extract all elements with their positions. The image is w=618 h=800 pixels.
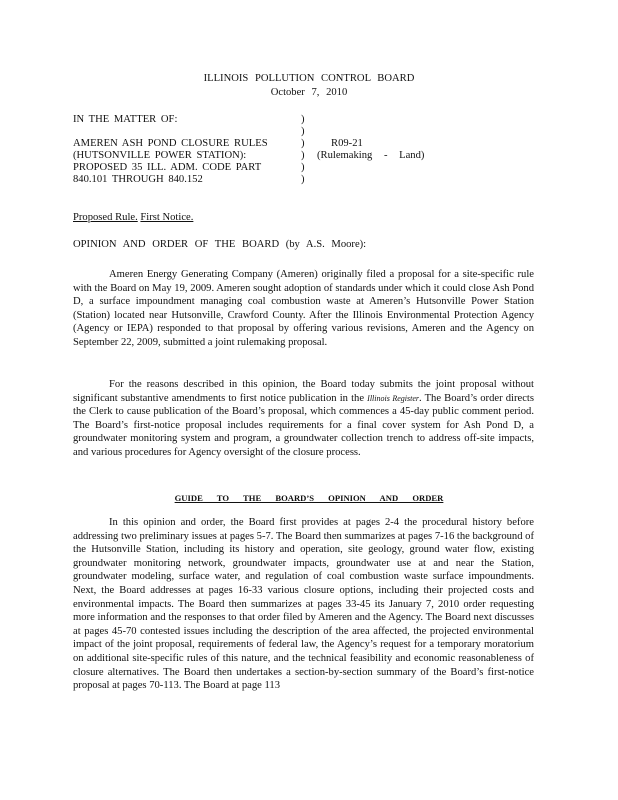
caption-row [73, 125, 543, 137]
caption-left: AMEREN ASH POND CLOSURE RULES [73, 138, 268, 149]
caption-row [73, 161, 543, 173]
opinion-heading: OPINION AND ORDER OF THE BOARD (by A.S. Moore): [73, 239, 367, 250]
caption-row [73, 137, 543, 149]
rulemaking-type: (Rulemaking - Land) [317, 150, 425, 161]
proposed-rule-label: Proposed Rule. [73, 212, 138, 223]
caption-row [73, 173, 543, 185]
caption-left: 840.101 THROUGH 840.152 [73, 174, 203, 185]
caption-left: PROPOSED 35 ILL. ADM. CODE PART [73, 162, 262, 173]
paragraph-text: For the reasons described in this opinion, the Board today submits the joint proposal without significant substantive amendments to first notice publication in the [73, 379, 534, 404]
caption-paren: ) [301, 126, 305, 137]
paragraph-intro: Ameren Energy Generating Company (Ameren) originally filed a proposal for a site-specific rule with the Board on May 19, 2009. Ameren sought adoption of standards under which it could close Ash Pond D, a surface impoundment managing coal combustion waste at Ameren’s Hutsonville Power Station (Station) located near Hutsonville, Crawford County. After the Illinois Environmental Protection Agency (Agency or IEPA) responded to that proposal by offering various revisions, Ameren and the Agency on September 22, 2009, submitted a joint rulemaking proposal. [73, 269, 534, 348]
caption-row [73, 149, 543, 161]
caption-paren: ) [301, 162, 305, 173]
document-header [0, 72, 618, 100]
paragraph-text: . The Board’s order directs the Clerk to cause publication of the Board’s proposal, which commences a 45-day public comment period. The Board’s first-notice proposal includes requirements for a final cover system for Ash Pond D, a groundwater monitoring system and program, a groundwater collection trench to address off-site impacts, and various procedures for Agency oversight of the closure process. [73, 392, 534, 458]
paragraph-guide: In this opinion and order, the Board first provides at pages 2-4 the procedural history before addressing two preliminary issues at pages 5-7. The Board then summarizes at pages 7-16 the background of the Hutsonville Station, including its history and operation, site geology, ground water flow, existing groundwater monitoring network, groundwater impacts, groundwater use at and near the Station, groundwater modeling, surface water, and regulation of coal combustion waste surface impoundments. Next, the Board addresses at pages 16-33 various closure options, including their projected costs and environmental impacts. The Board then summarizes at pages 33-45 its January 7, 2010 order requesting more information and the responses to that order filed by Ameren and the Agency. The Board next discusses at pages 45-70 contested issues including the description of the area affected, the projected environmental impact of the joint proposal, requirements of federal law, the Agency’s request for a temporary moratorium on additional site-specific rules of this nature, and the technical feasibility and economic reasonableness of closure alternatives. The Board then undertakes a section-by-section summary of the Board’s first-notice proposal at pages 70-113. The Board at page 113 [73, 517, 534, 692]
caption-paren: ) [301, 114, 305, 125]
guide-heading: GUIDE TO THE BOARD’S OPINION AND ORDER [174, 493, 444, 503]
board-name: ILLINOIS POLLUTION CONTROL BOARD [203, 73, 415, 84]
docket-number: R09-21 [331, 138, 363, 149]
first-notice-label: First Notice. [140, 212, 194, 223]
caption-row [73, 113, 543, 125]
case-caption [73, 113, 543, 185]
caption-paren: ) [301, 174, 305, 185]
register-title: Illinois Register [367, 393, 419, 403]
paragraph-summary [73, 378, 534, 460]
caption-left: IN THE MATTER OF: [73, 114, 178, 125]
opinion-date: October 7, 2010 [270, 87, 348, 98]
caption-paren: ) [301, 138, 305, 149]
caption-paren: ) [301, 150, 305, 161]
caption-left: (HUTSONVILLE POWER STATION): [73, 150, 247, 161]
proposed-rule-line [73, 211, 193, 225]
